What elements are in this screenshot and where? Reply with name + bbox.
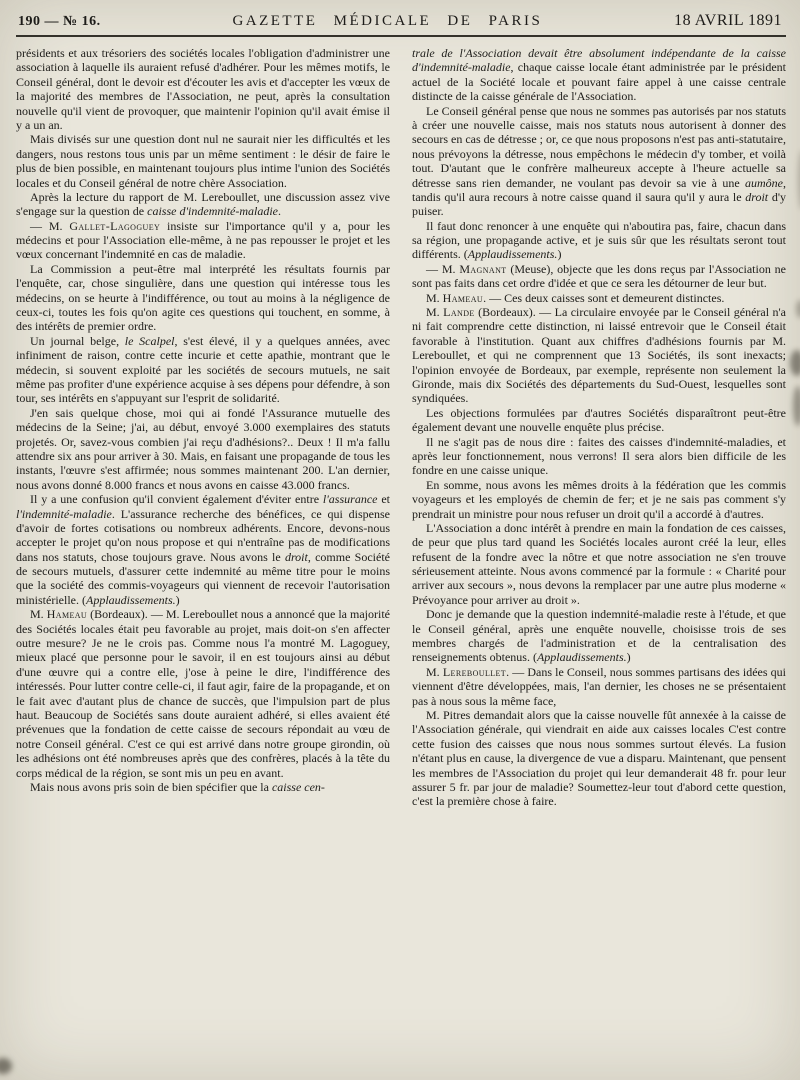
text-run: droit <box>284 549 308 564</box>
text-run: Applaudissements. <box>467 247 558 262</box>
text-run: J'en sais quelque chose, moi qui ai fondé l'Assurance mutuelle des médecins de la Seine; j'ai, au début, envoyé 3.000 exemplaires des statuts projetés. Or, savez-vous combien j'ai reçu d'adhésions?.. Deux ! Il m'a fallu attendre six ans pour arriver à 30. Mais, en faisant une propagande de tous les instants, l'œuvre s'est affirmée; nous sommes maintenant 200. L'an dernier, nous avons donné 8.000 francs et nous avons en caisse 43.000 francs. <box>16 405 390 492</box>
text-run: . — Dans le Conseil, nous sommes partisans des idées qui viennent d'être développées, mais, l'an dernier, les choses ne se présentaient pas à nous sous la même face, <box>412 664 787 708</box>
paragraph <box>16 46 390 132</box>
paragraph <box>16 780 390 794</box>
text-run: Il y a une confusion qu'il convient également d'éviter entre <box>30 492 323 507</box>
paragraph <box>412 521 786 607</box>
text-run: insiste sur l'importance qu'il y a, pour les médecins et pour l'Association elle-même, à ne pas repousser le projet et les vœux concernant l'indemnité en cas de maladie. <box>16 218 391 262</box>
issue-date: 18 AVRIL 1891 <box>674 12 782 29</box>
text-run: (Bordeaux). — M. Lereboullet nous a annoncé que la majorité des Sociétés locales était peu favorable au projet, mais doit-on s'en affecter outre mesure? Je ne le crois pas. Comme nous l'a montré M. Lagoguey, mieux placé que personne pour le savoir, il en est toujours ainsi au début d'une œuvre qui a contre elle, j'ose à peine le dire, l'indifférence des intéressés. Pour lutter contre celle-ci, il faut agir, faire de la propagande, et on le fait avec d'autant plus de chance de succès, que l'impulsion part de plus haut. Beaucoup de Sociétés sans doute auraient adhéré, si elles avaient été prévenues que la fondation de cette caisse de secours répondait au vœu de notre Conseil général. C'est ce qui est arrivé dans notre groupe girondin, où les adhésions ont été nombreuses après que des confrères, placés à la tête du corps médical de la région, se sont mis un peu en avant. <box>16 607 390 780</box>
text-run: . — Ces deux caisses sont et demeurent distinctes. <box>483 290 725 305</box>
text-run: Mais divisés sur une question dont nul ne saurait nier les difficultés et les dangers, nous restons tous unis par un même sentiment : le désir de faire le plus de bien possible, en maintenant toujours plus intime l'union des Sociétés locales et du Conseil général de notre chère Association. <box>16 132 390 190</box>
paragraph <box>16 607 390 780</box>
text-run: ) <box>626 650 631 665</box>
text-run: aumône <box>745 175 783 190</box>
text-run: — M. <box>426 261 460 276</box>
text-run: Un journal belge, <box>30 333 125 348</box>
column-left <box>16 46 390 809</box>
text-run: présidents et aux trésoriers des sociétés locales l'obligation d'administrer une association à laquelle ils auraient refusé d'adhérer. Pour les mêmes motifs, le Conseil général, dont le devoir est d'écouter les avis et d'accepter les vœux de la majorité des membres de l'Association, ne peut, après la consultation nouvelle qu'il vient de provoquer, que maintenir l'opinion qu'il avait émise il y a un an. <box>16 46 390 132</box>
text-run: , chaque caisse locale étant administrée par le président actuel de la Société locale et pouvant faire appel à une caisse centrale distincte de la caisse générale de l'Association. <box>412 60 786 104</box>
text-run: M. <box>426 290 443 305</box>
header-rule <box>16 35 786 37</box>
text-run: M. <box>426 305 444 320</box>
paragraph <box>16 190 390 219</box>
paragraph <box>412 219 786 262</box>
text-run: , comme Société de secours mutuels, d'assurer cette indemnité au même titre pour le moins que la société des commis-voyageurs qui viennent de recevoir l'autorisation ministérielle. ( <box>16 549 390 607</box>
scan-smudge <box>0 1058 12 1074</box>
paragraph <box>412 291 786 305</box>
text-run: Les objections formulées par d'autres Sociétés disparaîtront peut-être également devant une nouvelle enquête plus précise. <box>412 405 786 435</box>
paragraph <box>16 262 390 334</box>
paragraph <box>412 406 786 435</box>
text-run: l'indemnité-maladie <box>16 506 112 521</box>
text-run: d'y puiser. <box>412 189 786 219</box>
page-header <box>16 8 786 35</box>
text-run: Lereboullet <box>442 664 507 679</box>
text-run: La Commission a peut-être mal interprété les résultats fournis par l'enquête, car, chose singulière, dans une question qui intéresse tous les médecins, on se heurte à l'indifférence, ou tout au moins à la négligence de ceux-ci, toutes les fois qu'on agite ces questions qui touchent, en somme, à des intérêts de premier ordre. <box>16 261 390 334</box>
text-run: ) <box>175 592 180 607</box>
paragraph <box>412 607 786 665</box>
paragraph <box>412 708 786 809</box>
paragraph <box>412 478 786 521</box>
text-run: l'assurance <box>322 492 378 507</box>
text-run: Applaudissements. <box>85 592 176 607</box>
paragraph <box>412 104 786 219</box>
text-run: Hameau <box>442 290 484 305</box>
text-run: Applaudissements. <box>536 650 627 665</box>
text-run: (Meuse), objecte que les dons reçus par l'Association ne sont pas faits dans cet ordre d'idée et que ce sera les détourner de leur but. <box>412 261 786 291</box>
text-run: , tandis qu'il aura recours à notre caisse quand il saura qu'il y aura le <box>412 175 786 204</box>
article-columns <box>16 46 786 809</box>
text-run: le Scalpel <box>124 333 175 348</box>
text-run: , s'est élevé, il y a quelques années, avec infiniment de raison, contre cette incurie et cette apathie, montrant que le médecin, si souvent exploité par les sociétés de secours mutuels, ne sait même pas profiter d'une expérience acquise à ses dépens pour défendre, à son tour, ses intérêts en s'appuyant sur l'esprit de solidarité. <box>16 333 390 406</box>
text-run: Donc je demande que la question indemnité-maladie reste à l'étude, et que le Conseil général, après une enquête nouvelle, choisisse trois de ses membres chargés de l'administration et de la centralisation des renseignements obtenus. ( <box>412 607 786 665</box>
text-run: L'Association a donc intérêt à prendre en main la fondation de ces caisses, de peur que plus tard quand les Sociétés locales auront créé la leur, elles refusent de la fondre avec la nôtre et que notre association ne s'en trouve sérieusement atteinte. Nous avons commencé par la formule : « Charité pour arriver aux secours », nous devons la remplacer par une autre plus moderne « Prévoyance pour arriver au droit ». <box>412 520 786 607</box>
column-right <box>412 46 786 809</box>
text-run: Après la lecture du rapport de M. Lereboullet, une discussion assez vive s'engage sur la question de <box>16 189 390 219</box>
text-run: Magnant <box>459 261 507 276</box>
paragraph <box>16 492 390 607</box>
text-run: Le Conseil général pense que nous ne sommes pas autorisés par nos statuts à créer une nouvelle caisse, mais nos statuts nous autorisent à donner des secours en cas de détresse ; or, ce que nous proposons n'est pas anti-statutaire, nous prévoyons la détresse, nous empêchons le médecin d'y tomber, et voilà tout. D'autant que le confrère malheureux accepte à l'heure actuelle sa détresse sans rien demander, ne voulant pas devoir sa vie à une <box>412 103 786 190</box>
text-run: droit <box>745 189 769 204</box>
paragraph <box>16 219 390 262</box>
text-run: caisse cen- <box>271 779 325 794</box>
paragraph <box>412 665 786 708</box>
text-run: . <box>278 204 282 219</box>
text-run: Gallet-Lagoguey <box>69 218 161 233</box>
journal-title: GAZETTE MÉDICALE DE PARIS <box>232 13 543 29</box>
paragraph <box>412 46 786 104</box>
text-run: — M. <box>30 218 70 233</box>
text-run: Lande <box>443 305 475 320</box>
text-run: ) <box>557 247 562 262</box>
text-run: M. Pitres demandait alors que la caisse nouvelle fût annexée à la caisse de l'Association générale, qui viendrait en aide aux caisses locales C'est contre cette fusion des caisses que nous nous sommes surtout élevés. La fusion n'étant plus en cause, la divergence de vue a disparu. Maintenant, que pensent les membres de l'Association du projet qui leur demanderait 48 fr. pour leur assurer 5 fr. par jour de maladie? Soumettez-leur tout d'abord cette question, c'est la première chose à faire. <box>412 707 786 809</box>
text-run: Il faut donc renoncer à une enquête qui n'aboutira pas, faire, chacun dans sa région, une propagande active, et je suis sûr que les résultats seront tout différents. ( <box>412 218 786 262</box>
text-run: Il ne s'agit pas de nous dire : faites des caisses d'indemnité-maladies, et après leur fonctionnement, nous verrons! Il sera alors bien difficile de les fondre en une caisse unique. <box>412 434 786 478</box>
page-number: 190 — № 16. <box>18 14 101 29</box>
text-run: trale de l'Association devait être absolument indépendante de la caisse d'indemnité-maladie <box>412 46 786 75</box>
text-run: et <box>377 492 390 507</box>
paragraph <box>412 435 786 478</box>
text-run: caisse d'indemnité-maladie <box>147 204 279 219</box>
text-run: . L'assurance recherche des bénéfices, ce qui dispense d'avoir de fortes cotisations ou nombreux adhérents. Encore, devons-nous accepter le projet qu'on nous propose et qui n'entraîne pas de modifications dans nos statuts, chose toujours grave. Nous avons le <box>16 506 390 564</box>
paragraph <box>412 305 786 406</box>
paragraph <box>16 334 390 406</box>
text-run: Mais nous avons pris soin de bien spécifier que la <box>30 779 272 794</box>
paragraph <box>16 406 390 492</box>
text-run: Hameau <box>46 607 88 622</box>
text-run: M. <box>426 664 443 679</box>
text-run: En somme, nous avons les mêmes droits à la fédération que les commis voyageurs et les employés de chemin de fer; et je ne sais pas comment s'y prendrait un ministre pour nous refuser un droit qu'il a accordé à d'autres. <box>412 477 786 521</box>
paragraph <box>412 262 786 291</box>
paragraph <box>16 132 390 190</box>
text-run: M. <box>30 607 47 622</box>
text-run: (Bordeaux). — La circulaire envoyée par le Conseil général n'a ni fait comprendre cette distinction, ni laissé entrevoir que le Conseil était favorable à l'institution. Quant aux chiffres d'adhésions fournis par M. Lereboullet, et qui ne comprennent que 13 Sociétés, ils sont inexacts; l'opinion envoyée de Bordeaux, par exemple, représente non seulement la Gironde, mais dix Sociétés des départements du Sud-Ouest, lesquelles sont syndiquées. <box>412 305 787 406</box>
